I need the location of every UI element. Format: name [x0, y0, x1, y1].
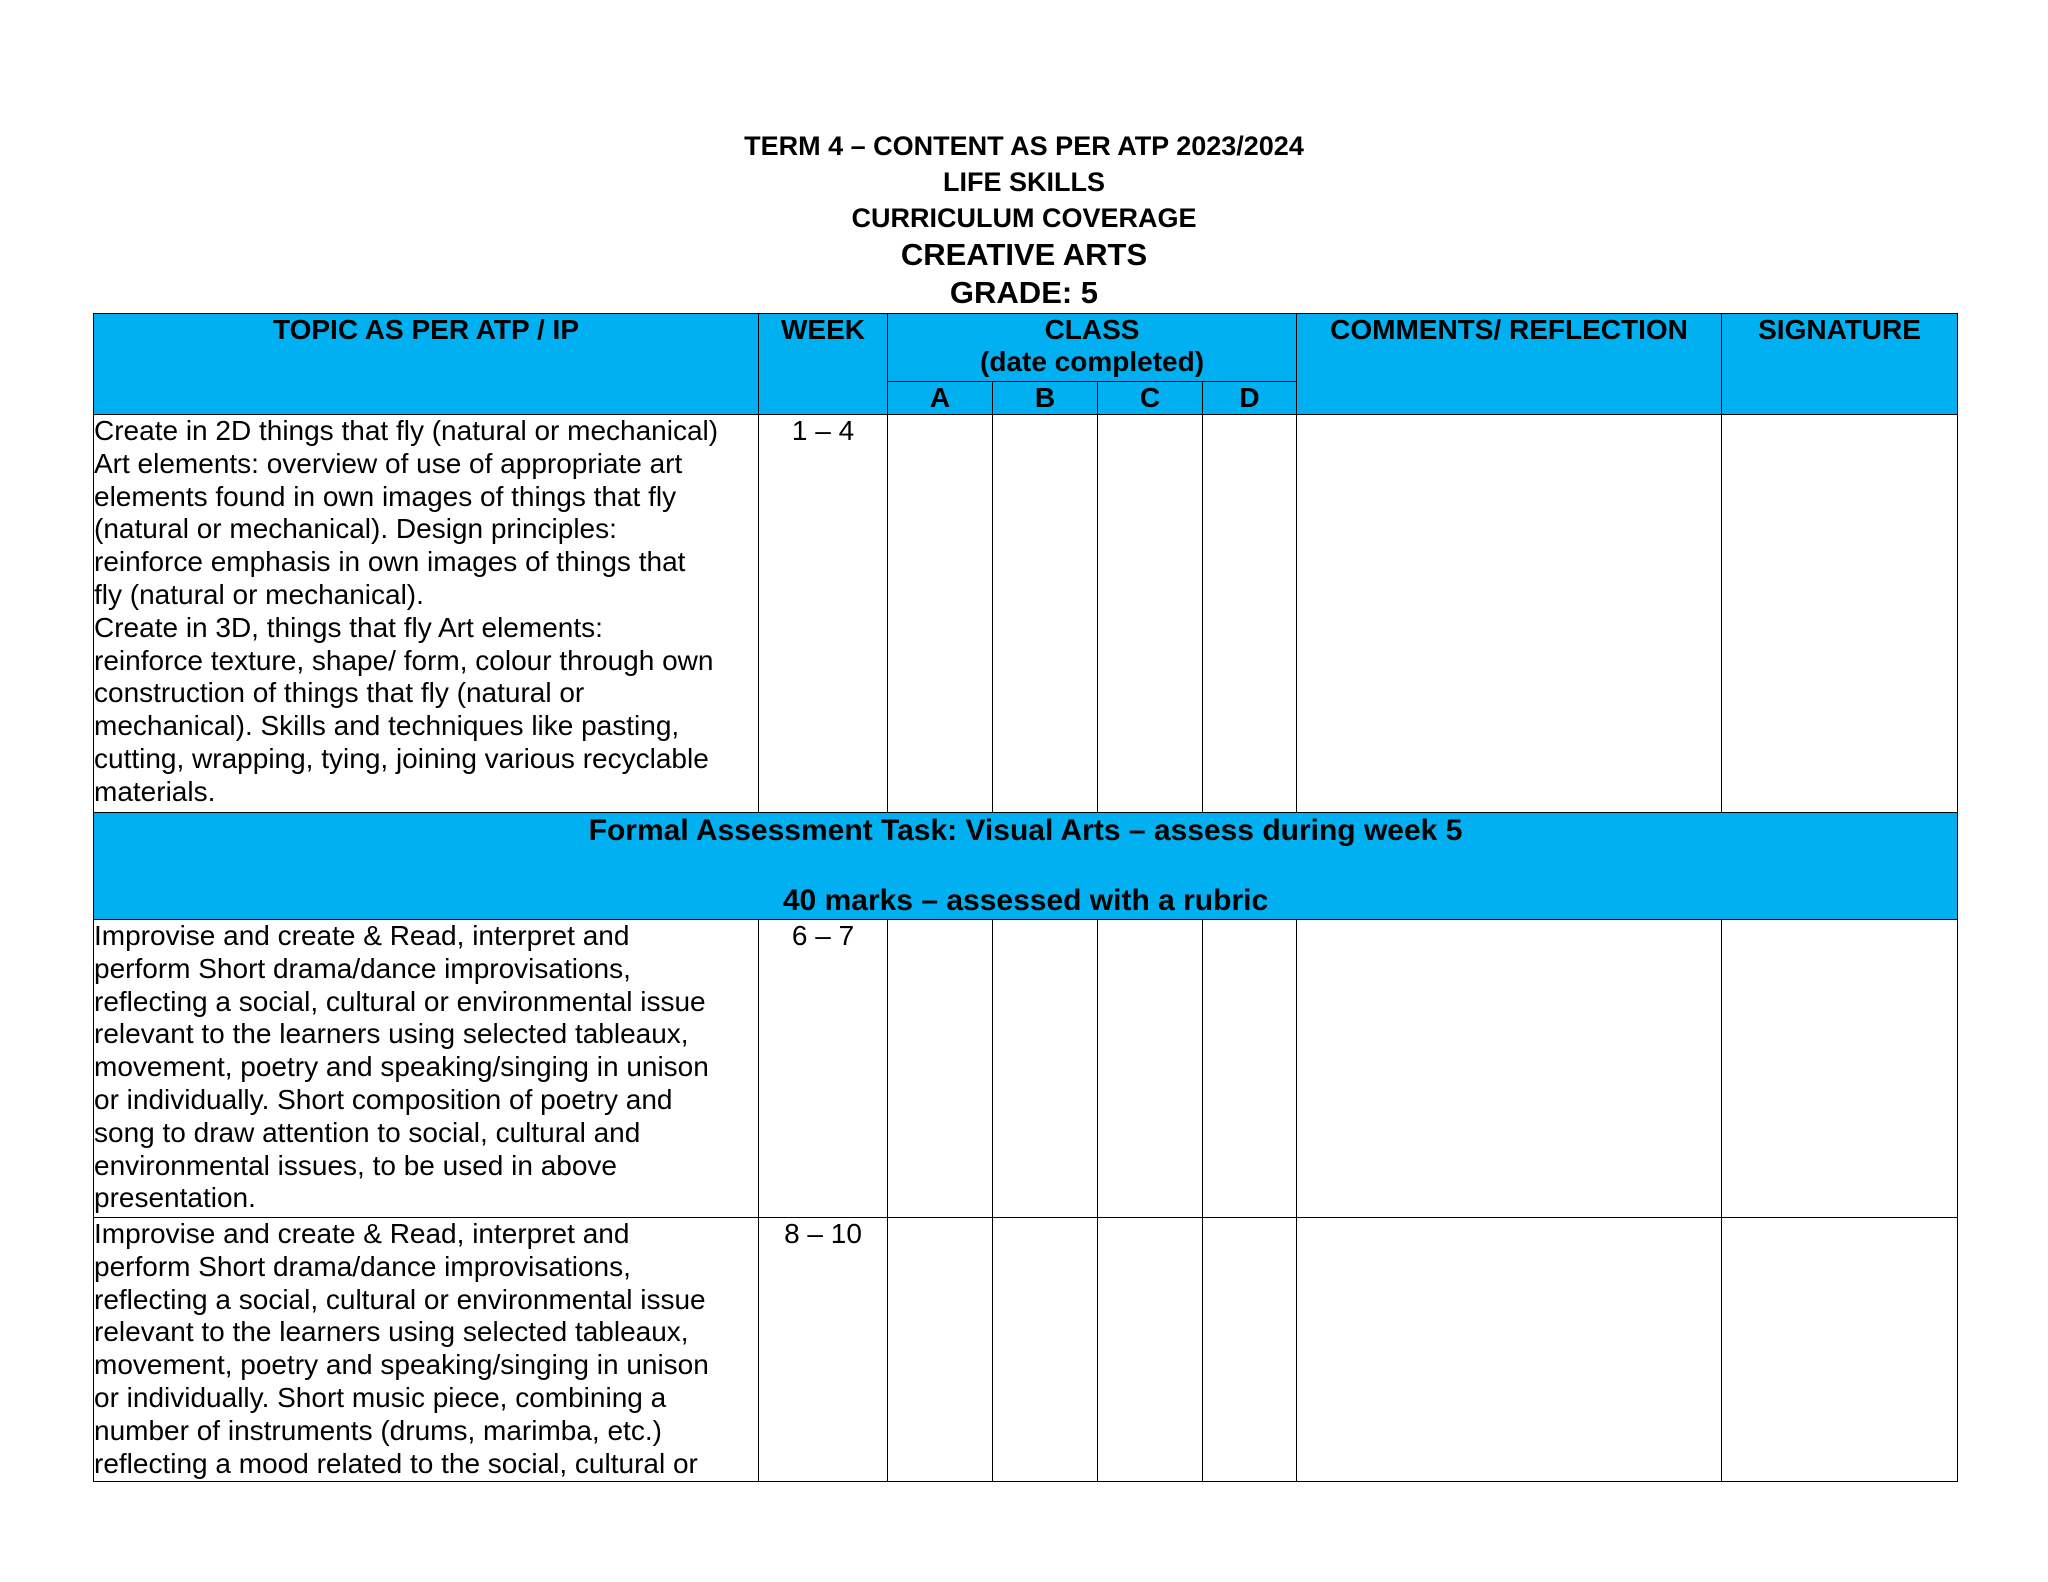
class-d-date-cell[interactable] — [1203, 920, 1297, 1218]
class-d-header: D — [1203, 382, 1297, 415]
week-cell: 8 – 10 — [759, 1218, 888, 1482]
assessment-banner — [94, 813, 1958, 920]
assessment-row — [94, 813, 1958, 920]
topic-line: reinforce emphasis in own images of things that — [94, 546, 686, 578]
creative-arts-heading: CREATIVE ARTS — [900, 237, 1148, 272]
table-row — [94, 920, 1958, 1218]
class-a-date-cell[interactable] — [888, 1218, 993, 1482]
topic-line: reflecting a social, cultural or environmental issue — [94, 1283, 706, 1315]
topic-line: relevant to the learners using selected tableaux, — [94, 1018, 689, 1050]
class-a-date-cell[interactable] — [888, 920, 993, 1218]
assessment-marks-text: 40 marks – assessed with a rubric — [782, 884, 1269, 917]
assessment-task-text: Formal Assessment Task: Visual Arts – assess during week 5 — [588, 814, 1463, 847]
topic-line: reflecting a social, cultural or environmental issue — [94, 985, 706, 1017]
signature-cell[interactable] — [1722, 415, 1958, 813]
comments-cell[interactable] — [1297, 415, 1722, 813]
signature-cell[interactable] — [1722, 920, 1958, 1218]
table-row — [94, 1218, 1958, 1482]
topic-cell — [94, 1218, 759, 1482]
class-column-header — [888, 314, 1297, 382]
signature-column-header: SIGNATURE — [1722, 314, 1958, 415]
topic-cell — [94, 920, 759, 1218]
class-a-date-cell[interactable] — [888, 415, 993, 813]
coverage-heading: CURRICULUM COVERAGE — [851, 203, 1197, 233]
topic-line: Create in 2D things that fly (natural or mechanical) — [94, 415, 719, 446]
topic-line: number of instruments (drums, marimba, etc.) — [94, 1414, 662, 1446]
class-d-date-cell[interactable] — [1203, 1218, 1297, 1482]
subject-heading: LIFE SKILLS — [943, 167, 1105, 197]
topic-line: fly (natural or mechanical). — [94, 578, 424, 610]
class-c-header: C — [1098, 382, 1203, 415]
topic-line: Art elements: overview of use of appropriate art — [94, 447, 683, 479]
class-b-date-cell[interactable] — [993, 920, 1098, 1218]
topic-line: presentation. — [94, 1182, 256, 1214]
week-cell: 6 – 7 — [759, 920, 888, 1218]
class-header-sublabel: (date completed) — [980, 346, 1205, 377]
class-b-header: B — [993, 382, 1098, 415]
comments-cell[interactable] — [1297, 1218, 1722, 1482]
topic-line: Improvise and create & Read, interpret and — [94, 920, 630, 951]
topic-line: cutting, wrapping, tying, joining various recyclable — [94, 742, 709, 774]
class-b-date-cell[interactable] — [993, 1218, 1098, 1482]
topic-line: elements found in own images of things that fly — [94, 480, 677, 512]
class-c-date-cell[interactable] — [1098, 1218, 1203, 1482]
table-row — [94, 415, 1958, 813]
topic-line: song to draw attention to social, cultural and — [94, 1116, 641, 1148]
class-b-date-cell[interactable] — [993, 415, 1098, 813]
document-title: TERM 4 – CONTENT AS PER ATP 2023/2024 — [744, 131, 1304, 161]
topic-line: environmental issues, to be used in above — [94, 1149, 617, 1181]
comments-cell[interactable] — [1297, 920, 1722, 1218]
topic-cell — [94, 415, 759, 813]
topic-line: or individually. Short music piece, combining a — [94, 1381, 667, 1413]
topic-line: Create in 3D, things that fly Art elements: — [94, 611, 603, 643]
week-cell: 1 – 4 — [759, 415, 888, 813]
topic-line: movement, poetry and speaking/singing in unison — [94, 1349, 709, 1381]
topic-column-header: TOPIC AS PER ATP / IP — [94, 314, 759, 415]
week-column-header: WEEK — [759, 314, 888, 415]
class-d-date-cell[interactable] — [1203, 415, 1297, 813]
comments-column-header: COMMENTS/ REFLECTION — [1297, 314, 1722, 415]
topic-line: reinforce texture, shape/ form, colour through own — [94, 644, 714, 676]
class-c-date-cell[interactable] — [1098, 415, 1203, 813]
topic-line: mechanical). Skills and techniques like pasting, — [94, 710, 680, 742]
topic-line: materials. — [94, 775, 216, 807]
topic-line: movement, poetry and speaking/singing in unison — [94, 1051, 709, 1083]
topic-line: perform Short drama/dance improvisations, — [94, 952, 631, 984]
topic-line: relevant to the learners using selected tableaux, — [94, 1316, 689, 1348]
topic-line: (natural or mechanical). Design principles: — [94, 513, 617, 545]
class-c-date-cell[interactable] — [1098, 920, 1203, 1218]
topic-line: reflecting a mood related to the social, cultural or — [94, 1447, 698, 1479]
topic-line: perform Short drama/dance improvisations, — [94, 1250, 631, 1282]
class-a-header: A — [888, 382, 993, 415]
grade-heading: GRADE: 5 — [949, 275, 1099, 310]
topic-line: construction of things that fly (natural or — [94, 677, 585, 709]
curriculum-coverage-table — [93, 313, 1958, 1482]
topic-line: Improvise and create & Read, interpret and — [94, 1218, 630, 1249]
topic-line: or individually. Short composition of poetry and — [94, 1083, 673, 1115]
signature-cell[interactable] — [1722, 1218, 1958, 1482]
class-header-label: CLASS — [1044, 314, 1140, 345]
